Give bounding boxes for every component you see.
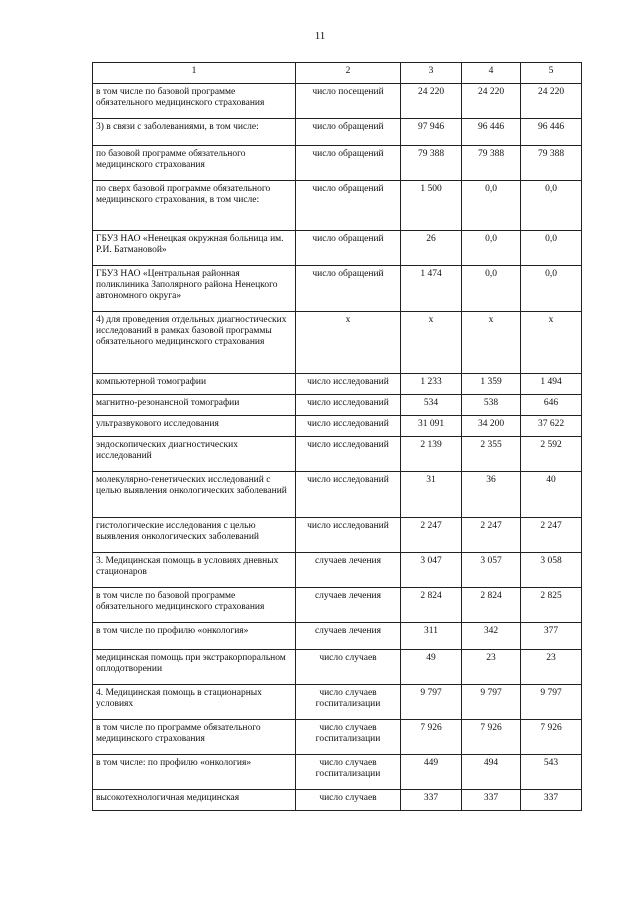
value-col-5: 0,0 — [521, 231, 582, 266]
row-unit: число обращений — [296, 119, 401, 146]
value-col-4: 24 220 — [462, 84, 521, 119]
row-unit: число исследований — [296, 437, 401, 472]
table-row — [93, 685, 582, 720]
header-col-5: 5 — [521, 63, 582, 84]
row-label: молекулярно-генетических исследований с целью выявления онкологических заболеваний — [93, 472, 296, 518]
row-label: ГБУЗ НАО «Ненецкая окружная больница им. Р.И. Батмановой» — [93, 231, 296, 266]
row-label: по базовой программе обязательного медицинского страхования — [93, 146, 296, 181]
table-row — [93, 623, 582, 650]
row-unit: число исследований — [296, 395, 401, 416]
row-label: компьютерной томографии — [93, 374, 296, 395]
header-col-2: 2 — [296, 63, 401, 84]
value-col-5: 2 592 — [521, 437, 582, 472]
value-col-5: 337 — [521, 790, 582, 811]
table-row — [93, 553, 582, 588]
table-row — [93, 588, 582, 623]
value-col-3: 24 220 — [401, 84, 462, 119]
value-col-4: 0,0 — [462, 266, 521, 312]
value-col-3: 3 047 — [401, 553, 462, 588]
value-col-5: 9 797 — [521, 685, 582, 720]
page-number: 11 — [314, 30, 326, 42]
value-col-3: 2 247 — [401, 518, 462, 553]
row-label: в том числе: по профилю «онкология» — [93, 755, 296, 790]
value-col-3: 49 — [401, 650, 462, 685]
value-col-3: 31 — [401, 472, 462, 518]
value-col-4: 34 200 — [462, 416, 521, 437]
row-unit: число исследований — [296, 416, 401, 437]
table-row — [93, 416, 582, 437]
row-unit: число случаев госпитализации — [296, 720, 401, 755]
row-unit: число обращений — [296, 146, 401, 181]
value-col-5: 40 — [521, 472, 582, 518]
row-label: в том числе по базовой программе обязательного медицинского страхования — [93, 84, 296, 119]
row-unit: число исследований — [296, 472, 401, 518]
row-label: в том числе по базовой программе обязательного медицинского страхования — [93, 588, 296, 623]
value-col-4: 3 057 — [462, 553, 521, 588]
value-col-3: 337 — [401, 790, 462, 811]
row-label: 4. Медицинская помощь в стационарных условиях — [93, 685, 296, 720]
table-row — [93, 312, 582, 374]
value-col-5: 0,0 — [521, 266, 582, 312]
row-label: высокотехнологичная медицинская — [93, 790, 296, 811]
table-row — [93, 181, 582, 231]
row-unit: число случаев госпитализации — [296, 755, 401, 790]
value-col-4: 337 — [462, 790, 521, 811]
row-unit: число обращений — [296, 266, 401, 312]
row-unit: число случаев — [296, 650, 401, 685]
table-row — [93, 720, 582, 755]
header-col-4: 4 — [462, 63, 521, 84]
value-col-4: 9 797 — [462, 685, 521, 720]
row-unit: число обращений — [296, 181, 401, 231]
value-col-3: 31 091 — [401, 416, 462, 437]
value-col-4: 0,0 — [462, 181, 521, 231]
value-col-4: 494 — [462, 755, 521, 790]
value-col-3: 1 474 — [401, 266, 462, 312]
value-col-3: 2 824 — [401, 588, 462, 623]
row-label: 3. Медицинская помощь в условиях дневных стационаров — [93, 553, 296, 588]
value-col-5: 3 058 — [521, 553, 582, 588]
table-row — [93, 790, 582, 811]
table-row — [93, 472, 582, 518]
value-col-4: 0,0 — [462, 231, 521, 266]
row-label: магнитно-резонансной томографии — [93, 395, 296, 416]
value-col-5: 543 — [521, 755, 582, 790]
table-row — [93, 119, 582, 146]
value-col-5: 2 825 — [521, 588, 582, 623]
value-col-5: 37 622 — [521, 416, 582, 437]
value-col-5: 2 247 — [521, 518, 582, 553]
row-label: в том числе по программе обязательного медицинского страхования — [93, 720, 296, 755]
row-unit: случаев лечения — [296, 553, 401, 588]
value-col-4: 342 — [462, 623, 521, 650]
row-label: ультразвукового исследования — [93, 416, 296, 437]
value-col-3: 97 946 — [401, 119, 462, 146]
value-col-5: 646 — [521, 395, 582, 416]
value-col-4: 7 926 — [462, 720, 521, 755]
row-unit: число случаев госпитализации — [296, 685, 401, 720]
table-row — [93, 437, 582, 472]
value-col-5: 96 446 — [521, 119, 582, 146]
value-col-5: 7 926 — [521, 720, 582, 755]
value-col-3: х — [401, 312, 462, 374]
value-col-4: 2 824 — [462, 588, 521, 623]
row-unit: число обращений — [296, 231, 401, 266]
value-col-5: х — [521, 312, 582, 374]
value-col-3: 1 500 — [401, 181, 462, 231]
table-row — [93, 755, 582, 790]
table-row — [93, 146, 582, 181]
table-row — [93, 374, 582, 395]
table-row — [93, 650, 582, 685]
value-col-3: 534 — [401, 395, 462, 416]
value-col-3: 311 — [401, 623, 462, 650]
value-col-5: 0,0 — [521, 181, 582, 231]
table-row — [93, 395, 582, 416]
value-col-4: 2 247 — [462, 518, 521, 553]
value-col-4: 1 359 — [462, 374, 521, 395]
value-col-4: 538 — [462, 395, 521, 416]
value-col-4: 96 446 — [462, 119, 521, 146]
row-unit: число случаев — [296, 790, 401, 811]
row-label: по сверх базовой программе обязательного медицинского страхования, в том числе: — [93, 181, 296, 231]
row-unit: число исследований — [296, 374, 401, 395]
value-col-3: 7 926 — [401, 720, 462, 755]
row-label: медицинская помощь при экстракорпоральном оплодотворении — [93, 650, 296, 685]
value-col-4: х — [462, 312, 521, 374]
value-col-3: 9 797 — [401, 685, 462, 720]
table-row — [93, 84, 582, 119]
table-row — [93, 266, 582, 312]
value-col-5: 1 494 — [521, 374, 582, 395]
row-label: в том числе по профилю «онкология» — [93, 623, 296, 650]
row-label: 3) в связи с заболеваниями, в том числе: — [93, 119, 296, 146]
value-col-4: 36 — [462, 472, 521, 518]
row-unit: х — [296, 312, 401, 374]
row-unit: число посещений — [296, 84, 401, 119]
row-unit: число исследований — [296, 518, 401, 553]
value-col-3: 1 233 — [401, 374, 462, 395]
row-label: ГБУЗ НАО «Центральная районная поликлиника Заполярного района Ненецкого автономного округа» — [93, 266, 296, 312]
value-col-4: 79 388 — [462, 146, 521, 181]
row-label: эндоскопических диагностических исследований — [93, 437, 296, 472]
row-label: 4) для проведения отдельных диагностических исследований в рамках базовой программы обязательного медицинского страхования — [93, 312, 296, 374]
value-col-3: 449 — [401, 755, 462, 790]
table-row — [93, 518, 582, 553]
header-col-3: 3 — [401, 63, 462, 84]
row-label: гистологические исследования с целью выявления онкологических заболеваний — [93, 518, 296, 553]
table-row — [93, 231, 582, 266]
data-table — [92, 62, 582, 811]
value-col-3: 26 — [401, 231, 462, 266]
value-col-5: 79 388 — [521, 146, 582, 181]
value-col-4: 2 355 — [462, 437, 521, 472]
header-col-1: 1 — [93, 63, 296, 84]
row-unit: случаев лечения — [296, 623, 401, 650]
value-col-5: 23 — [521, 650, 582, 685]
value-col-3: 2 139 — [401, 437, 462, 472]
row-unit: случаев лечения — [296, 588, 401, 623]
value-col-5: 24 220 — [521, 84, 582, 119]
value-col-3: 79 388 — [401, 146, 462, 181]
header-row — [93, 63, 582, 84]
value-col-5: 377 — [521, 623, 582, 650]
value-col-4: 23 — [462, 650, 521, 685]
